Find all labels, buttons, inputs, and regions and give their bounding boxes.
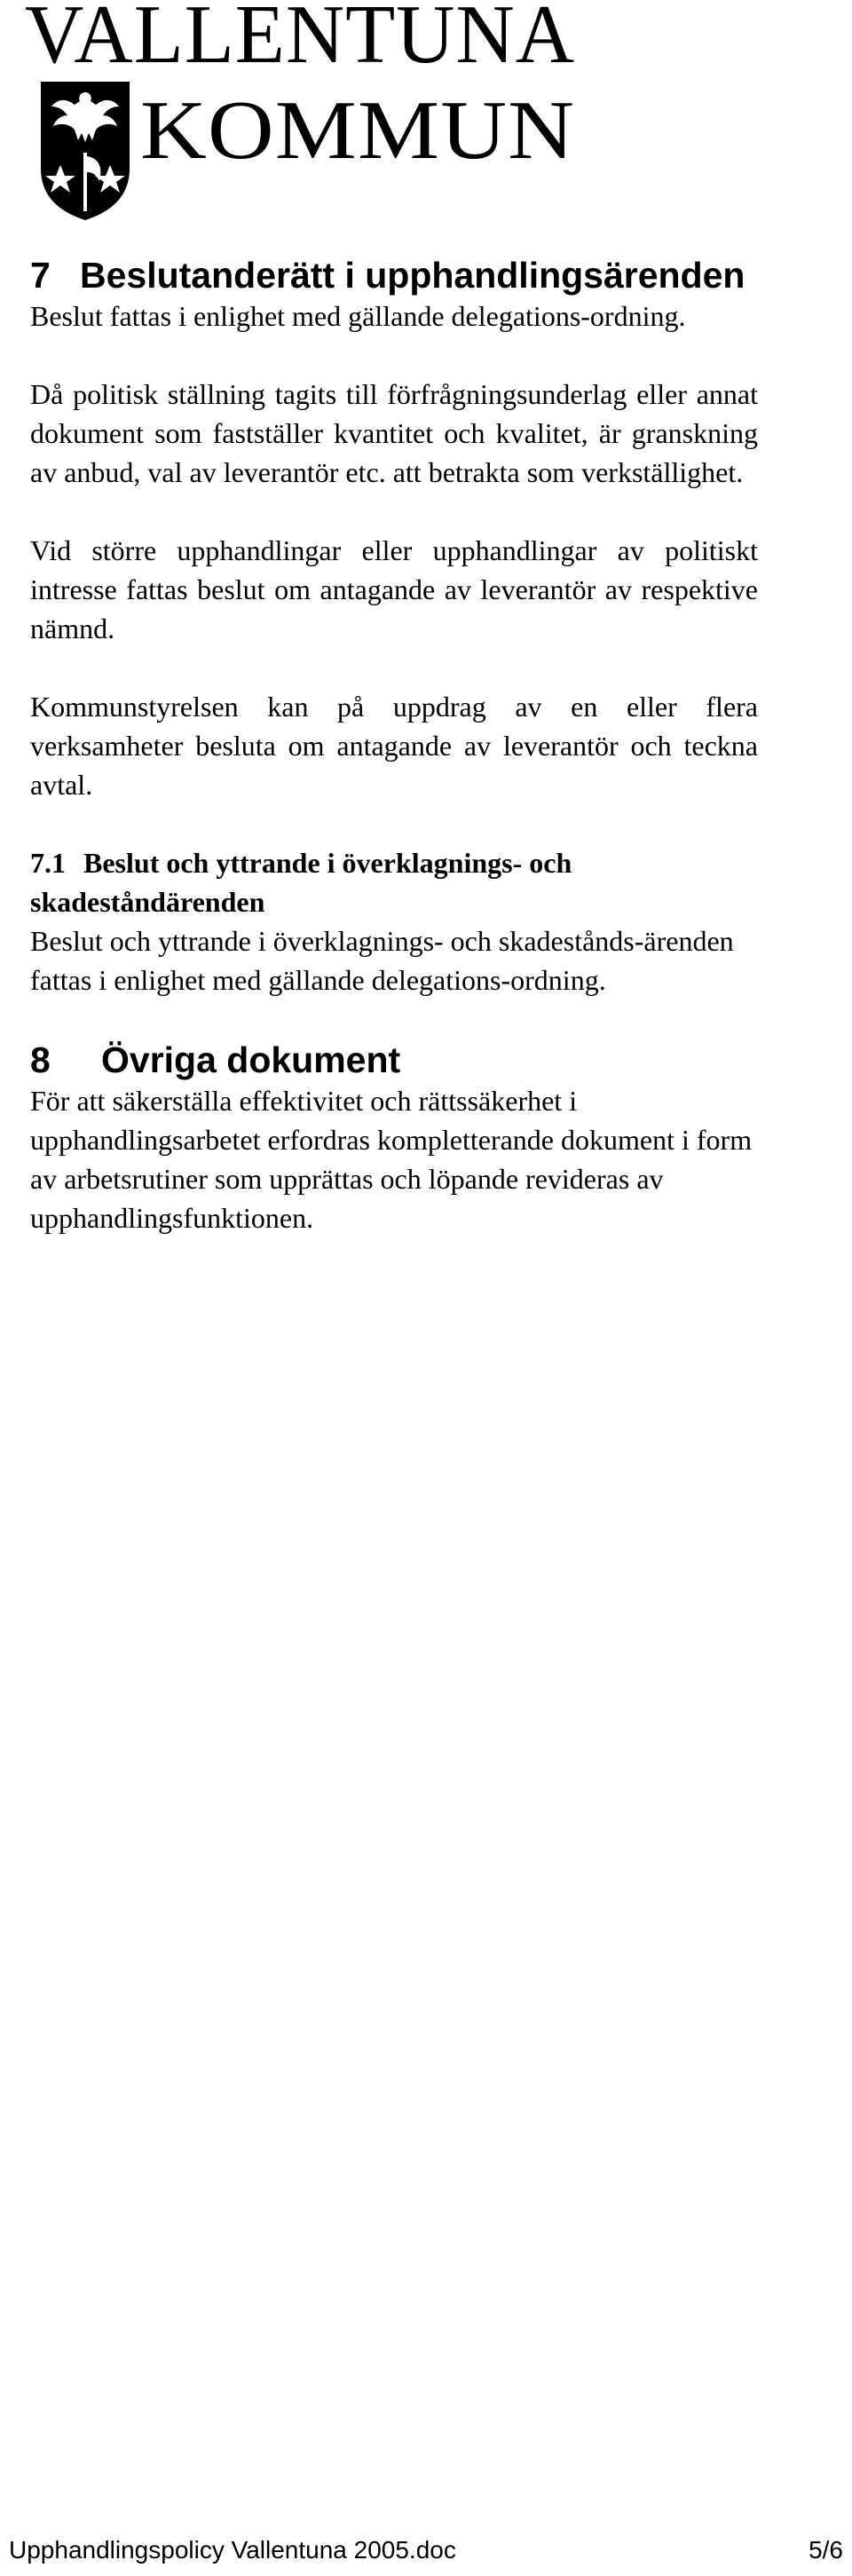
vallentuna-kommun-logo [25, 0, 593, 222]
section-7-1-heading [30, 843, 758, 921]
logo-line2: KOMMUN [140, 84, 575, 177]
section-7-paragraph-3: Vid större upphandlingar eller upphandlingar av politiskt intresse fattas beslut om antagande av leverantör av respektive nämnd. [30, 534, 758, 644]
document-body [30, 254, 758, 1237]
coat-of-arms-icon [41, 82, 130, 220]
section-8-paragraph: För att säkerställa effektivitet och rättssäkerhet i upphandlingsarbetet erfordras kompletterande dokument i form av arbetsrutiner som upprättas och löpande revideras av upphandlingsfunktionen. [30, 1085, 753, 1234]
section-7-number: 7 [30, 255, 51, 296]
section-7-paragraph-2: Då politisk ställning tagits till förfrågningsunderlag eller annat dokument som fastställer kvantitet och kvalitet, är granskning av anbud, val av leverantör etc. att betrakta som verkställighet. [30, 378, 758, 488]
footer-filename: Upphandlingspolicy Vallentuna 2005.doc [9, 2536, 456, 2564]
section-8-title: Övriga dokument [101, 1039, 401, 1080]
section-7-paragraph-1: Beslut fattas i enlighet med gällande delegations-ordning. [30, 300, 686, 332]
section-8-number: 8 [30, 1039, 51, 1080]
section-7-1-number: 7.1 [30, 847, 66, 879]
section-7-heading [30, 254, 758, 296]
section-7-1-paragraph: Beslut och yttrande i överklagnings- och skadestånds-ärenden fattas i enlighet med gällande delegations-ordning. [30, 925, 734, 996]
section-7-1-title: Beslut och yttrande i överklagnings- och skadeståndärenden [30, 847, 572, 918]
logo-line1: VALLENTUNA [25, 0, 575, 81]
section-7-paragraph-4: Kommunstyrelsen kan på uppdrag av en eller flera verksamheter besluta om antagande av leverantör och teckna avtal. [30, 691, 758, 801]
section-7-title: Beslutanderätt i upphandlingsärenden [80, 255, 746, 296]
page-footer [9, 2535, 843, 2565]
section-8-heading [30, 1039, 758, 1081]
footer-page-number: 5/6 [809, 2536, 843, 2564]
